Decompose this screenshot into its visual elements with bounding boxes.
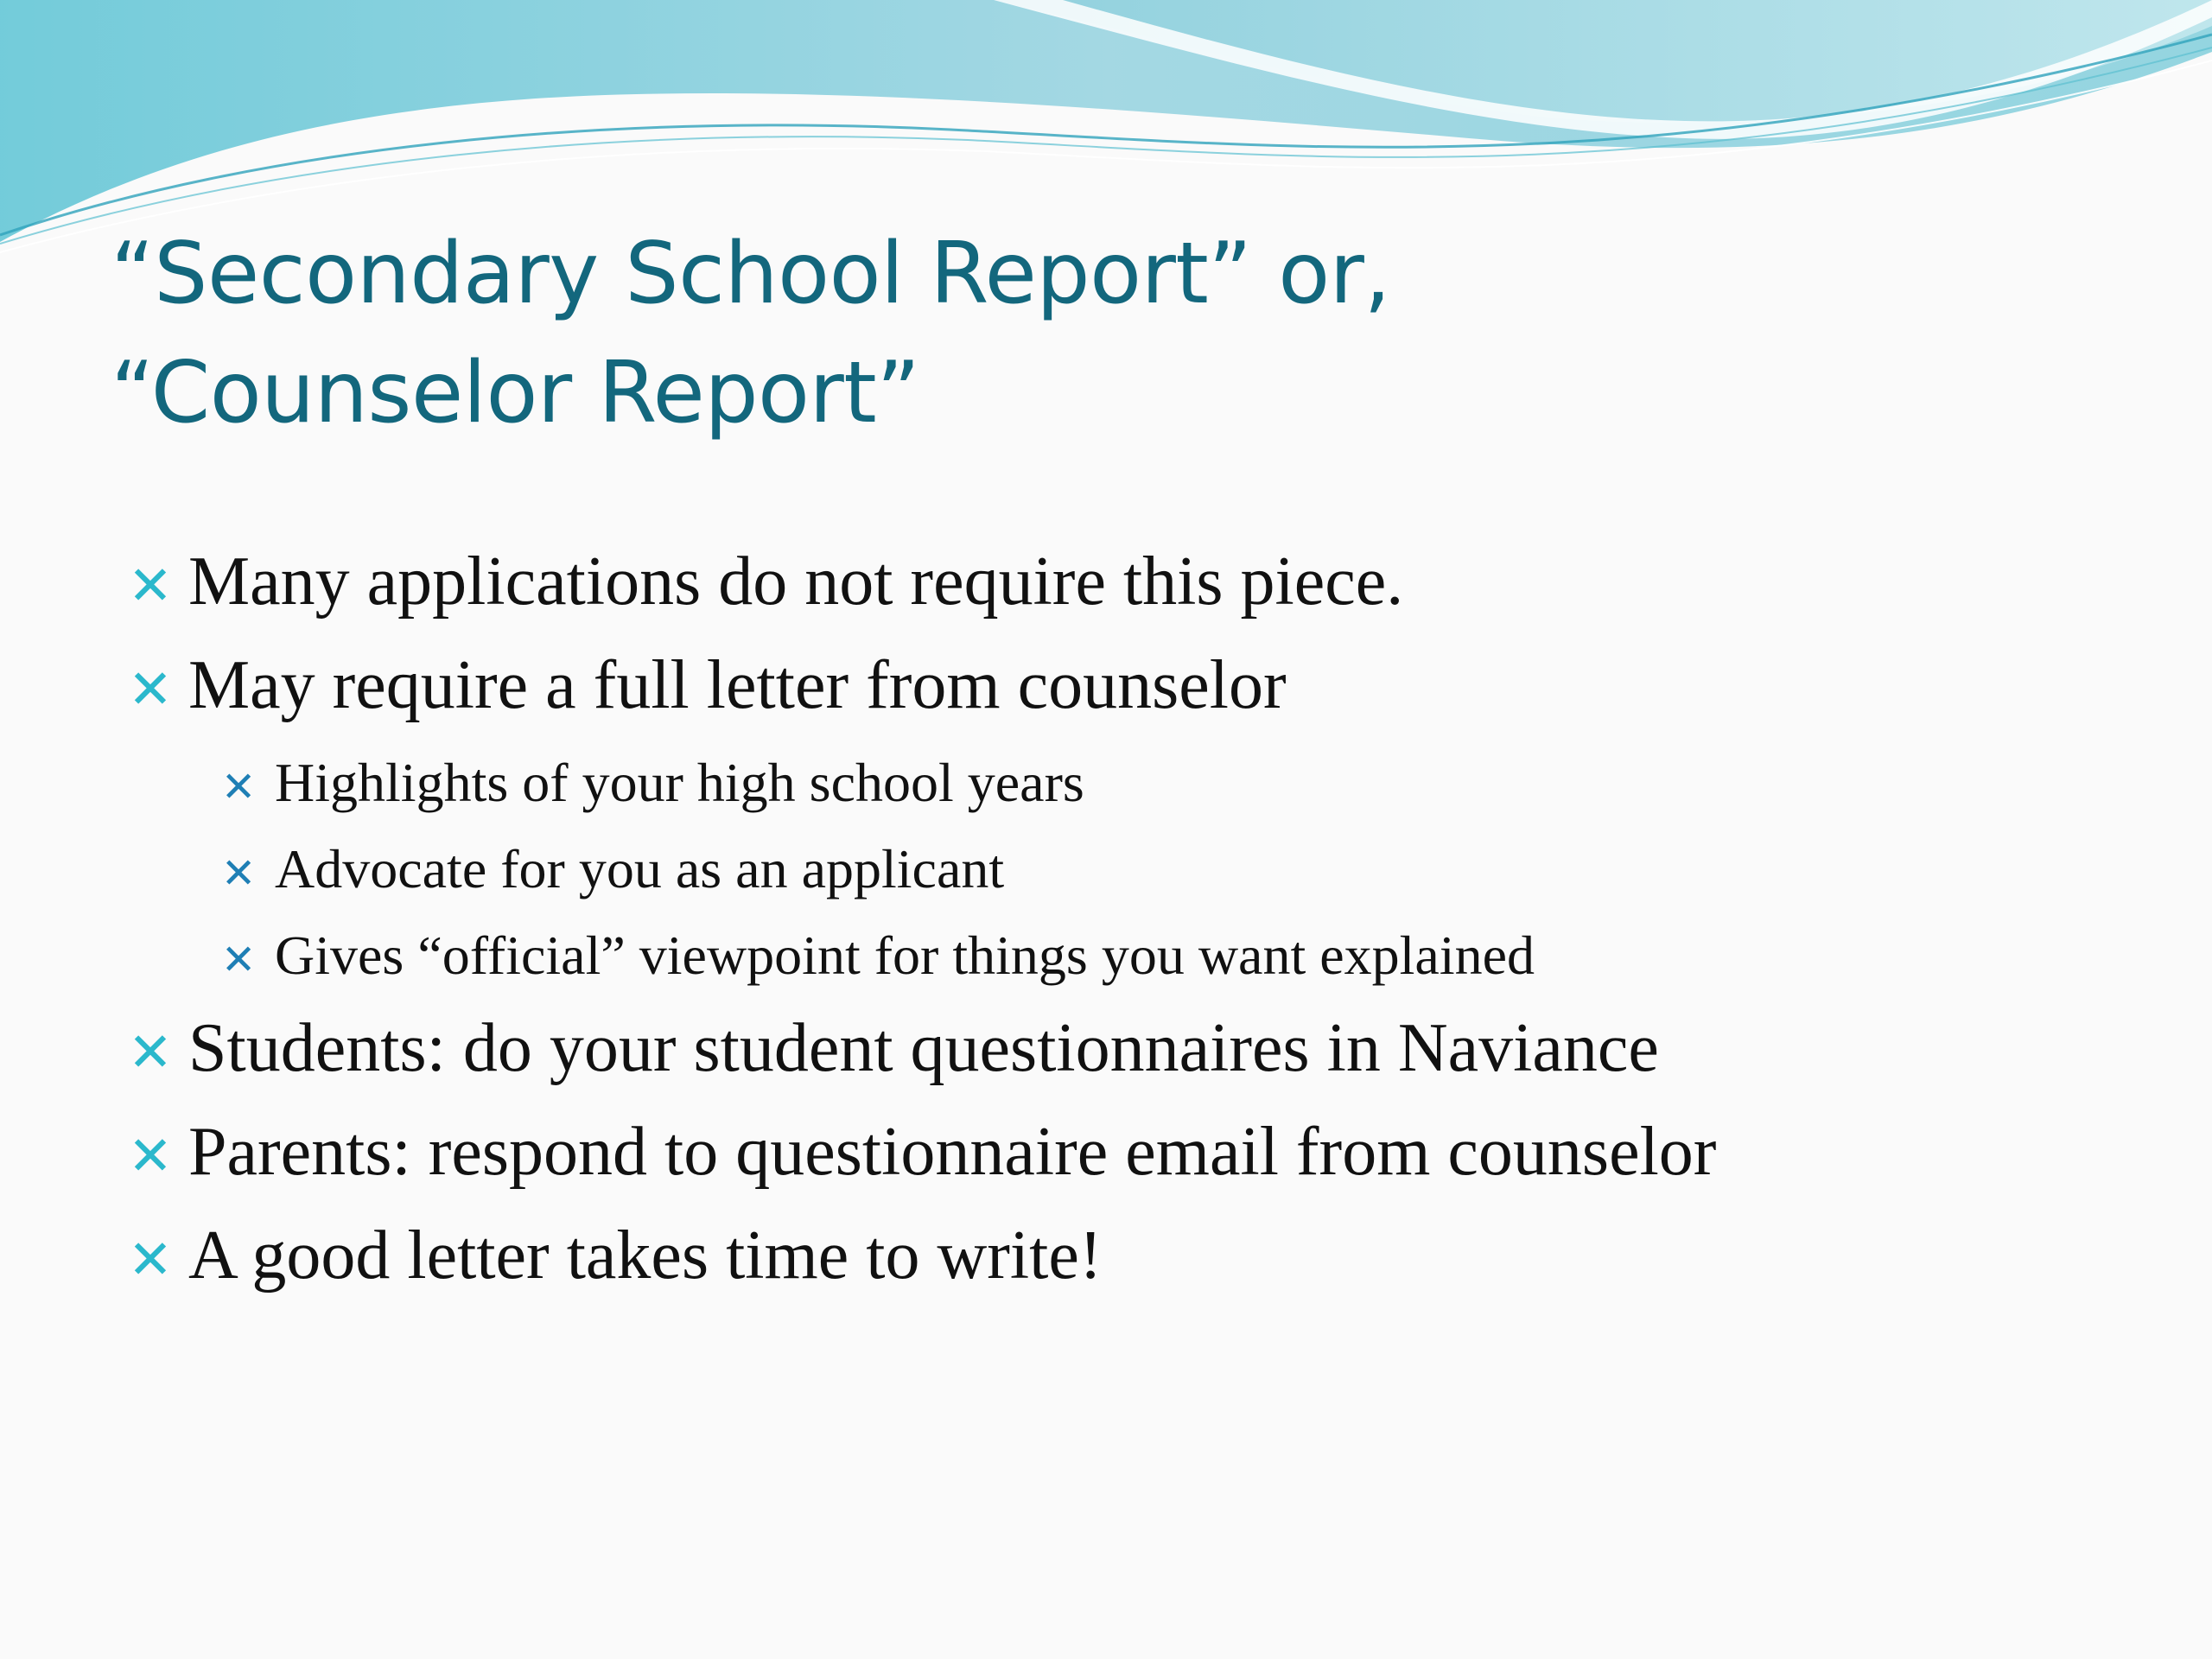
x-bullet-icon: ✕ <box>128 658 173 721</box>
x-bullet-icon: ✕ <box>128 554 173 617</box>
sub-bullet-text: Advocate for you as an applicant <box>275 838 1005 899</box>
bullet-text: Parents: respond to questionnaire email from counselor <box>188 1114 1717 1190</box>
bullet-text: A good letter takes time to write! <box>188 1217 1103 1294</box>
sub-bullet-item <box>128 914 2167 1001</box>
x-bullet-icon: ✕ <box>128 1020 173 1084</box>
x-bullet-icon: ✕ <box>221 763 257 811</box>
slide-title-line-2: “Counselor Report” <box>111 344 920 442</box>
bullet-item <box>128 534 2167 638</box>
bullet-item <box>128 1104 2167 1208</box>
x-bullet-icon: ✕ <box>128 1228 173 1291</box>
bullet-list <box>128 534 2167 1312</box>
x-bullet-icon: ✕ <box>221 849 257 898</box>
sub-bullet-text: Gives “official” viewpoint for things you want explained <box>275 925 1535 986</box>
sub-bullet-item <box>128 828 2167 914</box>
bullet-text: Students: do your student questionnaires in Naviance <box>188 1010 1659 1086</box>
sub-bullet-text: Highlights of your high school years <box>275 752 1084 813</box>
bullet-item <box>128 1208 2167 1312</box>
x-bullet-icon: ✕ <box>221 936 257 984</box>
bullet-item <box>128 1001 2167 1104</box>
x-bullet-icon: ✕ <box>128 1124 173 1187</box>
slide-title-line-1: “Secondary School Report” or, <box>111 225 1391 323</box>
bullet-text: Many applications do not require this piece. <box>188 543 1404 620</box>
bullet-item <box>128 638 2167 741</box>
slide-title <box>111 214 2098 453</box>
sub-bullet-item <box>128 741 2167 828</box>
bullet-text: May require a full letter from counselor <box>188 647 1287 723</box>
